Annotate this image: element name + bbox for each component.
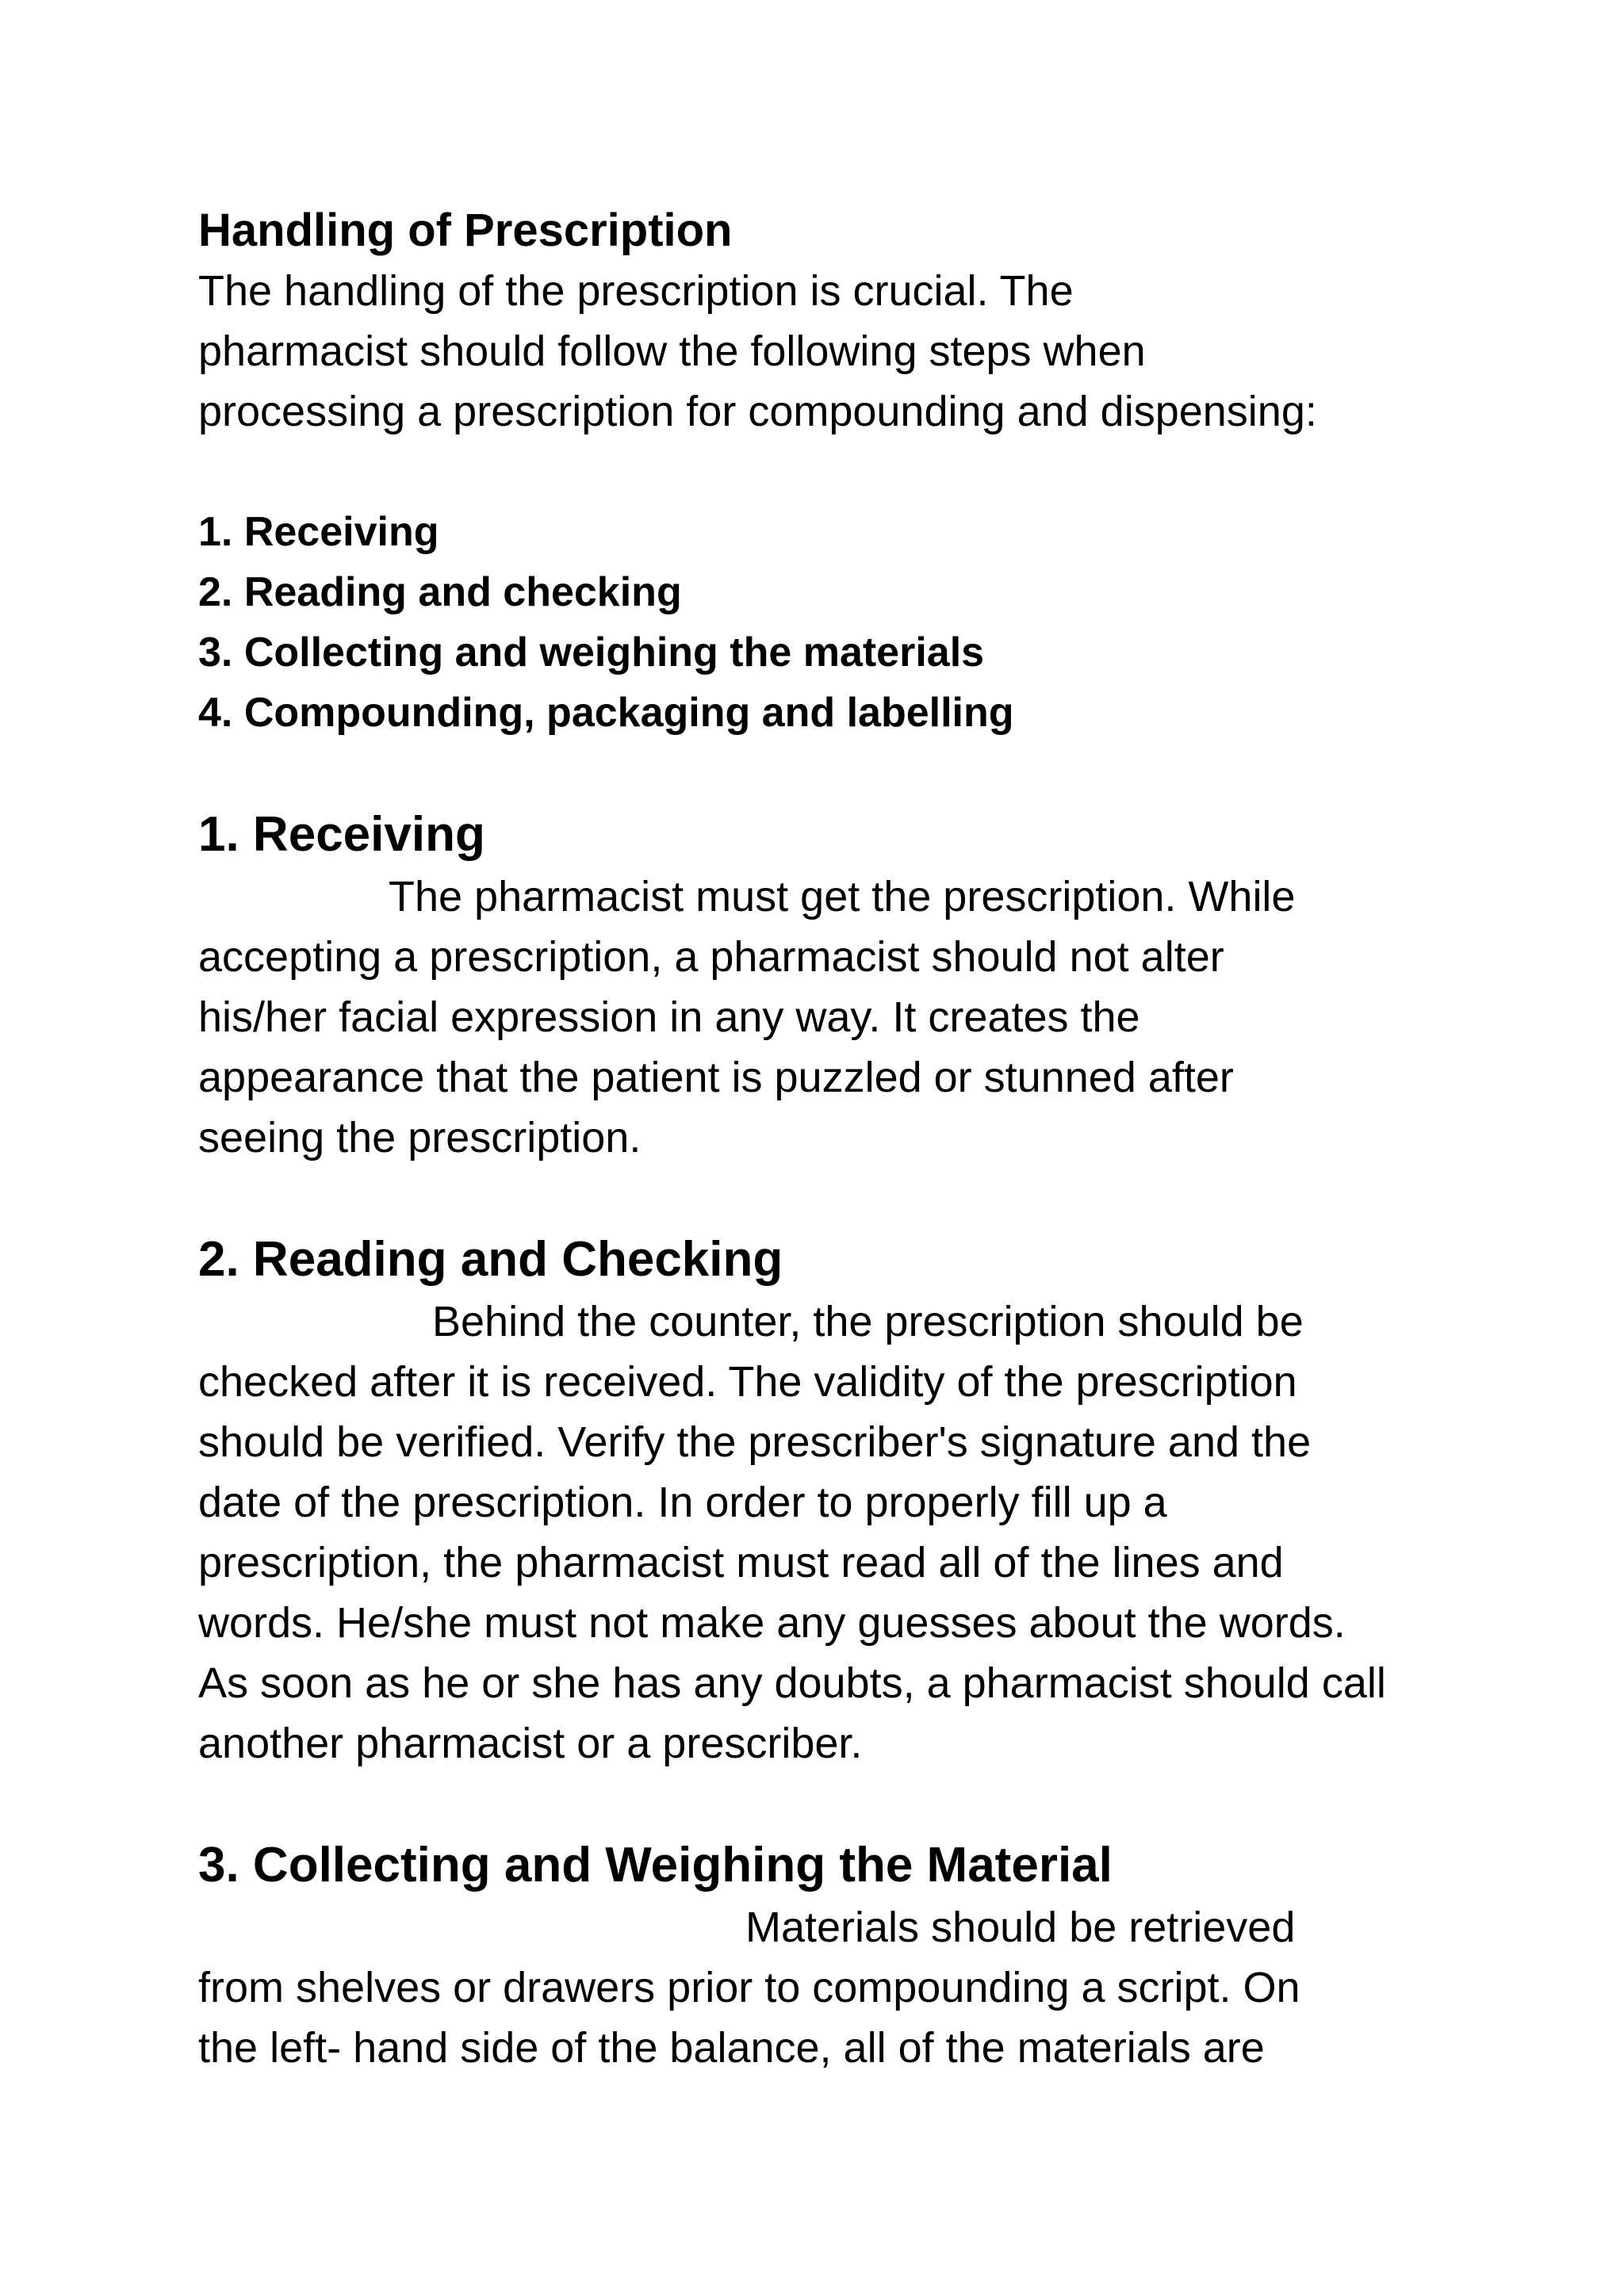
paragraph-line: from shelves or drawers prior to compounding a script. On bbox=[198, 1964, 1300, 2011]
section-heading: 3. Collecting and Weighing the Material bbox=[198, 1838, 1113, 1892]
paragraph-line: Materials should be retrieved bbox=[745, 1904, 1296, 1951]
intro-paragraph bbox=[198, 261, 1467, 442]
step-item: 1. Receiving bbox=[198, 509, 439, 555]
paragraph-line: appearance that the patient is puzzled or stunned after bbox=[198, 1054, 1234, 1101]
step-item: 4. Compounding, packaging and labelling bbox=[198, 690, 1014, 736]
section-paragraph bbox=[198, 867, 1467, 1168]
step-item: 3. Collecting and weighing the materials bbox=[198, 629, 985, 675]
section-reading-checking bbox=[198, 1228, 1467, 1774]
section-heading: 1. Receiving bbox=[198, 807, 485, 862]
paragraph-line: checked after it is received. The validity of the prescription bbox=[198, 1358, 1297, 1406]
paragraph-line: As soon as he or she has any doubts, a pharmacist should call bbox=[198, 1659, 1386, 1707]
section-heading: 2. Reading and Checking bbox=[198, 1232, 783, 1287]
section-collecting-weighing bbox=[198, 1834, 1467, 2078]
paragraph-line: his/her facial expression in any way. It creates the bbox=[198, 993, 1140, 1041]
step-item: 2. Reading and checking bbox=[198, 569, 682, 615]
paragraph-line: The pharmacist must get the prescription. While bbox=[389, 873, 1296, 920]
section-paragraph bbox=[198, 1897, 1467, 2078]
paragraph-line: accepting a prescription, a pharmacist should not alter bbox=[198, 933, 1224, 981]
paragraph-line: words. He/she must not make any guesses about the words. bbox=[198, 1599, 1346, 1647]
paragraph-line: another pharmacist or a prescriber. bbox=[198, 1720, 863, 1767]
paragraph-line: date of the prescription. In order to properly fill up a bbox=[198, 1479, 1167, 1526]
steps-list bbox=[198, 502, 1467, 743]
intro-line: processing a prescription for compounding and dispensing: bbox=[198, 388, 1317, 435]
paragraph-line: the left- hand side of the balance, all of the materials are bbox=[198, 2024, 1265, 2072]
paragraph-line: seeing the prescription. bbox=[198, 1114, 642, 1161]
paragraph-line: prescription, the pharmacist must read all of the lines and bbox=[198, 1539, 1284, 1586]
intro-line: The handling of the prescription is crucial. The bbox=[198, 267, 1074, 315]
paragraph-line: should be verified. Verify the prescriber's signature and the bbox=[198, 1418, 1312, 1466]
document-title: Handling of Prescription bbox=[198, 205, 733, 256]
paragraph-line: Behind the counter, the prescription should be bbox=[432, 1298, 1304, 1345]
section-receiving bbox=[198, 803, 1467, 1168]
intro-line: pharmacist should follow the following steps when bbox=[198, 327, 1146, 375]
document-page bbox=[198, 201, 1467, 2078]
section-paragraph bbox=[198, 1292, 1467, 1774]
